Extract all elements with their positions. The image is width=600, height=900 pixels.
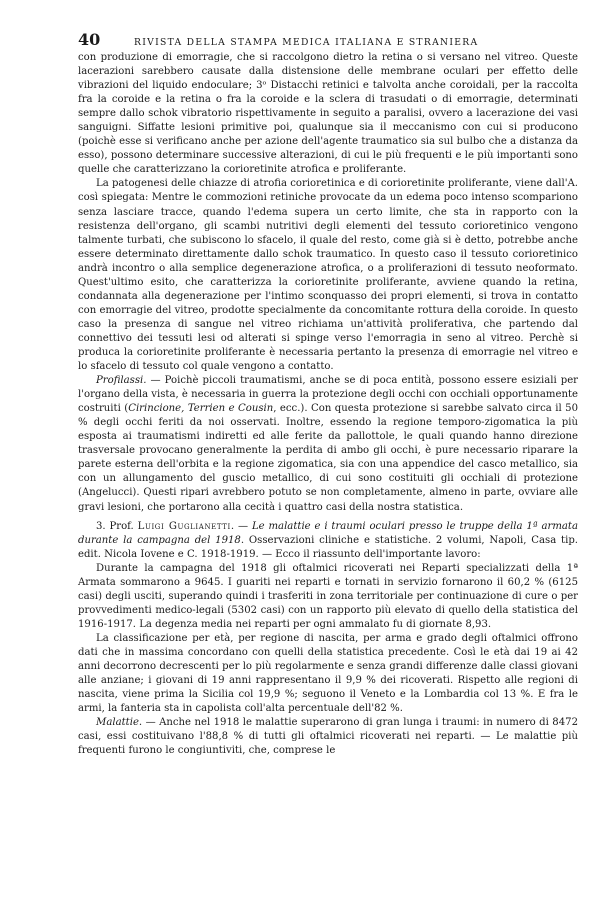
reference-details: . Osservazioni cliniche e statistiche. 2 volumi, Napoli, Casa tip. edit. Nicola Iovene e C. 1918-1919. — Ecco il riassunto dell'importante lavoro: xyxy=(78,534,578,560)
paragraph-campaign-stats: Durante la campagna del 1918 gli oftalmici ricoverati nei Reparti specializzati della 1ª Armata sommarono a 9645. I guariti nei reparti e tornati in servizio fornarono il 60,2 % (6125 casi) degli usciti, superando quindi i trasferiti in zona territoriale per continuazione di cure o per provvedimenti medico-legali (5302 casi) con un rapporto più elevato di quello della statistica del 1916-1917. La degenza media nei reparti per ogni ammalato fu di giornate 8,93. xyxy=(78,562,578,630)
reference-number: 3. Prof. xyxy=(96,520,138,532)
paragraph-classification: La classificazione per età, per regione di nascita, per arma e grado degli oftalmici offrono dati che in massima concordano con quelli della statistica precedente. Così le età dai 19 ai 42 anni decorrono decrescenti per lo più regolarmente e senza grandi differenze dalle classi giovani alle anziane; i giovani di 19 anni rappresentano il 9,9 % dei ricoverati. Rispetto alle regioni di nascita, viene prima la Sicilia col 19,9 %; seguono il Veneto e la Lombardia col 13 %. E fra le armi, la fanteria sta in capolista coll'alta percentuale dell'82 %. xyxy=(78,632,578,715)
prophylaxis-cited-authors: Cirincione, Terrien e Cousin xyxy=(128,403,274,415)
reference-author: Luigi Guglianetti xyxy=(137,520,231,532)
reference-dash: . — xyxy=(230,520,252,532)
running-head: RIVISTA DELLA STAMPA MEDICA ITALIANA E STRANIERA xyxy=(134,37,479,48)
journal-page xyxy=(78,30,578,758)
article-body xyxy=(78,51,578,758)
paragraph-lesions: con produzione di emorragie, che si raccolgono dietro la retina o si versano nel vitreo. Queste lacerazioni sarebbero causate dalla distensione delle membrane oculari per effetto delle vibrazioni del liquido endoculare; 3ᵒ Distacchi retinici e talvolta anche coroidali, per la raccolta fra la coroide e la retina o fra la coroide e la sclera di trasudati o di emorragie, determinati sempre dallo schok vibratorio rispettivamente in seguito a paralisi, ovvero a lacerazione dei vasi sanguigni. Siffatte lesioni primitive poi, qualunque sia il meccanismo con cui si producono (poichè esse si verificano anche per azione dell'agente traumatico sia sul bulbo che a distanza da esso), possono determinare successive alterazioni, di cui le più frequenti e le più importanti sono quelle che caratterizzano la corioretinite atrofica e proliferante. xyxy=(78,52,578,176)
paragraph-diseases xyxy=(78,716,578,758)
paragraph-pathogenesis: La patogenesi delle chiazze di atrofia corioretinica e di corioretinite proliferante, viene dall'A. così spiegata: Mentre le commozioni retiniche provocate da un edema poco intenso scompariono senza lasciare tracce, quando l'edema supera un certo limite, che sta in rapporto con la resistenza dell'organo, gli scambi nutritivi degli elementi del tessuto corioretinico vengono talmente turbati, che subiscono lo sfacelo, il quale del resto, come già si è detto, potrebbe anche essere determinato direttamente dallo schok traumatico. In questo caso il tessuto corioretinico andrà incontro o alla semplice degenerazione atrofica, o a proliferazioni di tessuto neoformato. Quest'ultimo esito, che caratterizza la corioretinite proliferante, avviene quando la retina, condannata alla degenerazione per l'intimo sconquasso dei propri elementi, si trova in contatto con emorragie del vitreo, prodotte specialmente da concomitante rottura della coroide. In questo caso la presenza di sangue nel vitreo richiama un'attività proliferativa, che partendo dal connettivo dei tessuti lesi od alterati si spinge verso l'emorragia in seno al vitreo. Perchè si produca la corioretinite proliferante è necessaria pertanto la presenza di emorragie nel vitreo e lo sfacelo di tessuto col quale vengono a contatto. xyxy=(78,178,578,373)
paragraph-prophylaxis xyxy=(78,374,578,514)
prophylaxis-text-b: , ecc.). Con questa protezione si sarebbe salvato circa il 50 % degli occhi feriti da noi osservati. Inoltre, essendo la regione temporo-zigomatica la più esposta ai traumatismi indiretti ed alle ferite da pallottole, le quali quando hanno direzione trasversale provocano generalmente la perdita di ambo gli occhi, è pure necessario riparare la parete esterna dell'orbita e la regione zigomatica, sia con una appendice del casco metallico, sia con un allungamento del guscio metallico, di cui sono costituiti gli occhiali di protezione (Angelucci). Questi ripari avrebbero potuto se non completamente, almeno in parte, ovviare alle gravi lesioni, che portarono alla cecità i quattro casi della nostra statistica. xyxy=(78,403,579,513)
diseases-text: — Anche nel 1918 le malattie superarono di gran lunga i traumi: in numero di 8472 casi, essi costituivano l'88,8 % di tutti gli oftalmici ricoverati nei reparti. — Le malattie più frequenti furono le congiuntiviti, che, comprese le xyxy=(78,717,578,757)
prophylaxis-label: Profilassi. xyxy=(96,375,147,387)
diseases-label: Malattie. xyxy=(96,717,143,729)
reference-title: Le malattie e i traumi oculari presso le truppe della 1ª armata durante la campagna del 1918 xyxy=(78,520,578,546)
page-header xyxy=(78,30,578,48)
prophylaxis-text-a: — Poichè piccoli traumatismi, anche se di poca entità, possono essere esiziali per l'organo della vista, è necessaria in guerra la protezione degli occhi con occhiali opportunamente costruiti ( xyxy=(78,375,578,415)
paragraph-reference-3 xyxy=(78,520,578,562)
page-number: 40 xyxy=(78,30,101,49)
